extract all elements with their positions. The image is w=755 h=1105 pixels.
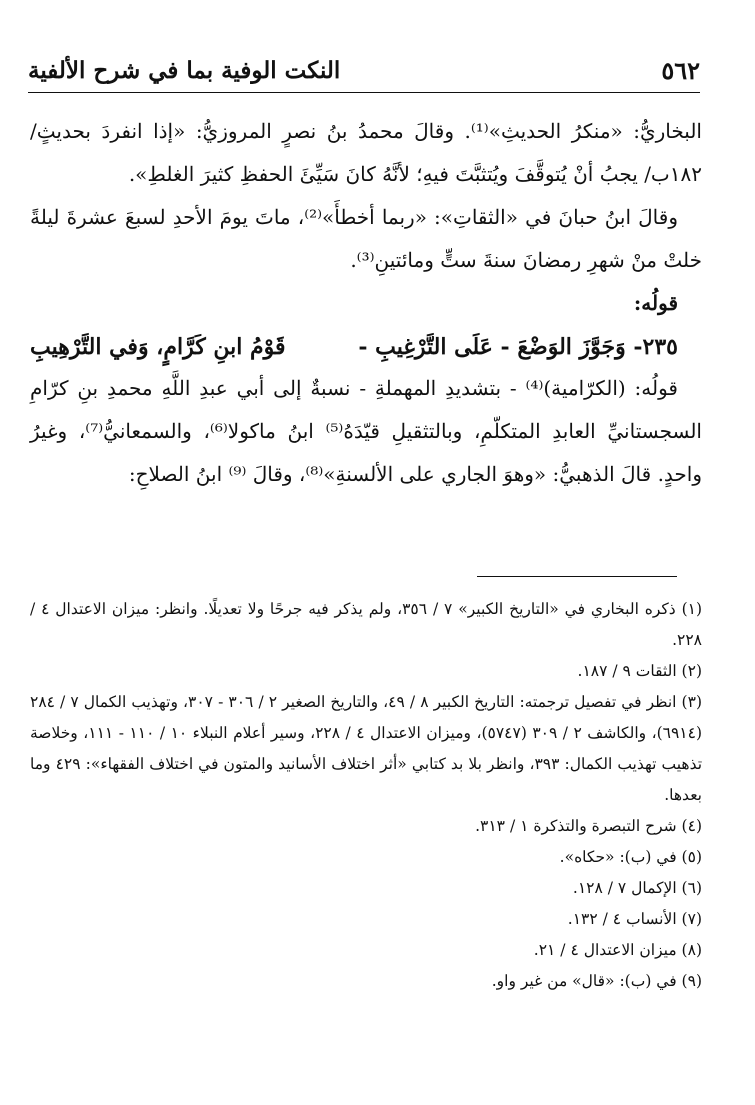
running-title: النكت الوفية بما في شرح الألفية: [28, 56, 341, 84]
footnote-8: (٨) ميزان الاعتدال ٤ / ٢١.: [533, 941, 702, 959]
footnote-1: (١) ذكره البخاري في «التاريخ الكبير» ٧ / ٣٥٦، ولم يذكر فيه جرحًا ولا تعديلًا. وانظر: ميزان الاعتدال ٤ / ٢٢٨.: [30, 600, 703, 649]
main-text: [30, 110, 702, 496]
paragraph-ibn-hibban: وقالَ ابنُ حبانَ في «الثقاتِ»: «ربما أخطأَ»⁽²⁾، ماتَ يومَ الأحدِ لسبعَ عشرةَ ليلةً خلتْ منْ شهرِ رمضانَ سنةَ ستٍّ ومائتينِ⁽³⁾.: [30, 205, 702, 272]
footnote-2: (٢) الثقات ٩ / ١٨٧.: [577, 662, 702, 680]
footnote-4: (٤) شرح التبصرة والتذكرة ١ / ٣١٣.: [475, 817, 702, 835]
footnote-6: (٦) الإكمال ٧ / ١٢٨.: [572, 879, 702, 897]
qawluhu-label: قولُه:: [633, 291, 678, 315]
paragraph-karramiyya: قولُه: (الكرّامية)⁽⁴⁾ - بتشديدِ المهملةِ - نسبةٌ إلى أبي عبدِ اللَّهِ محمدِ بنِ كرّامِ السجستانيِّ العابدِ المتكلّمِ، وبالتثقيلِ قيّدَهُ⁽⁵⁾ ابنُ ماكولا⁽⁶⁾، والسمعانيُّ⁽⁷⁾، وغيرُ واحدٍ. قالَ الذهبيُّ: «وهوَ الجاري على الألسنةِ»⁽⁸⁾، وقالَ ⁽⁹⁾ ابنُ الصلاحِ:: [30, 376, 702, 486]
running-header: [28, 48, 700, 93]
footnote-9: (٩) في (ب): «قال» من غير واو.: [491, 972, 702, 990]
verse-hemistich-second: قَوْمُ ابنِ كَرَّامٍ، وَفي التَّرْهِيبِ: [30, 334, 286, 360]
footnote-5: (٥) في (ب): «حكاه».: [559, 848, 702, 866]
footnote-7: (٧) الأنساب ٤ / ١٣٢.: [567, 910, 702, 928]
paragraph-bukhari: البخاريُّ: «منكرُ الحديثِ»⁽¹⁾. وقالَ محمدُ بنُ نصرٍ المروزيُّ: «إذا انفردَ بحديثٍ/١٨٢ب/ يجبُ أنْ يُتوقَّفَ ويُتثبَّتَ فيهِ؛ لأنَّهُ كانَ سَيِّئَ الحفظِ كثيرَ الغلطِ».: [30, 119, 702, 186]
page-number: ٥٦٢: [661, 55, 700, 85]
footnote-3: (٣) انظر في تفصيل ترجمته: التاريخ الكبير ٨ / ٤٩، والتاريخ الصغير ٢ / ٣٠٦ - ٣٠٧، وتهذيب الكمال ٧ / ٢٨٤ (٦٩١٤)، والكاشف ٢ / ٣٠٩ (٥٧٤٧)، وميزان الاعتدال ٤ / ٢٢٨، وسير أعلام النبلاء ١٠ / ١١٠ - ١١١، وخلاصة تذهيب تهذيب الكمال: ٣٩٣، وانظر بلا بد كتابي «أثر اختلاف الأسانيد والمتون في اختلاف الفقهاء»: ٤٢٩ وما بعدها.: [30, 693, 703, 804]
verse-line: [30, 325, 702, 367]
footnote-separator: [477, 576, 677, 577]
verse-hemistich-first: ٢٣٥- وَجَوَّزَ الوَضْعَ - عَلَى التَّرْغِيبِ -: [358, 334, 678, 360]
footnotes: [30, 594, 702, 997]
